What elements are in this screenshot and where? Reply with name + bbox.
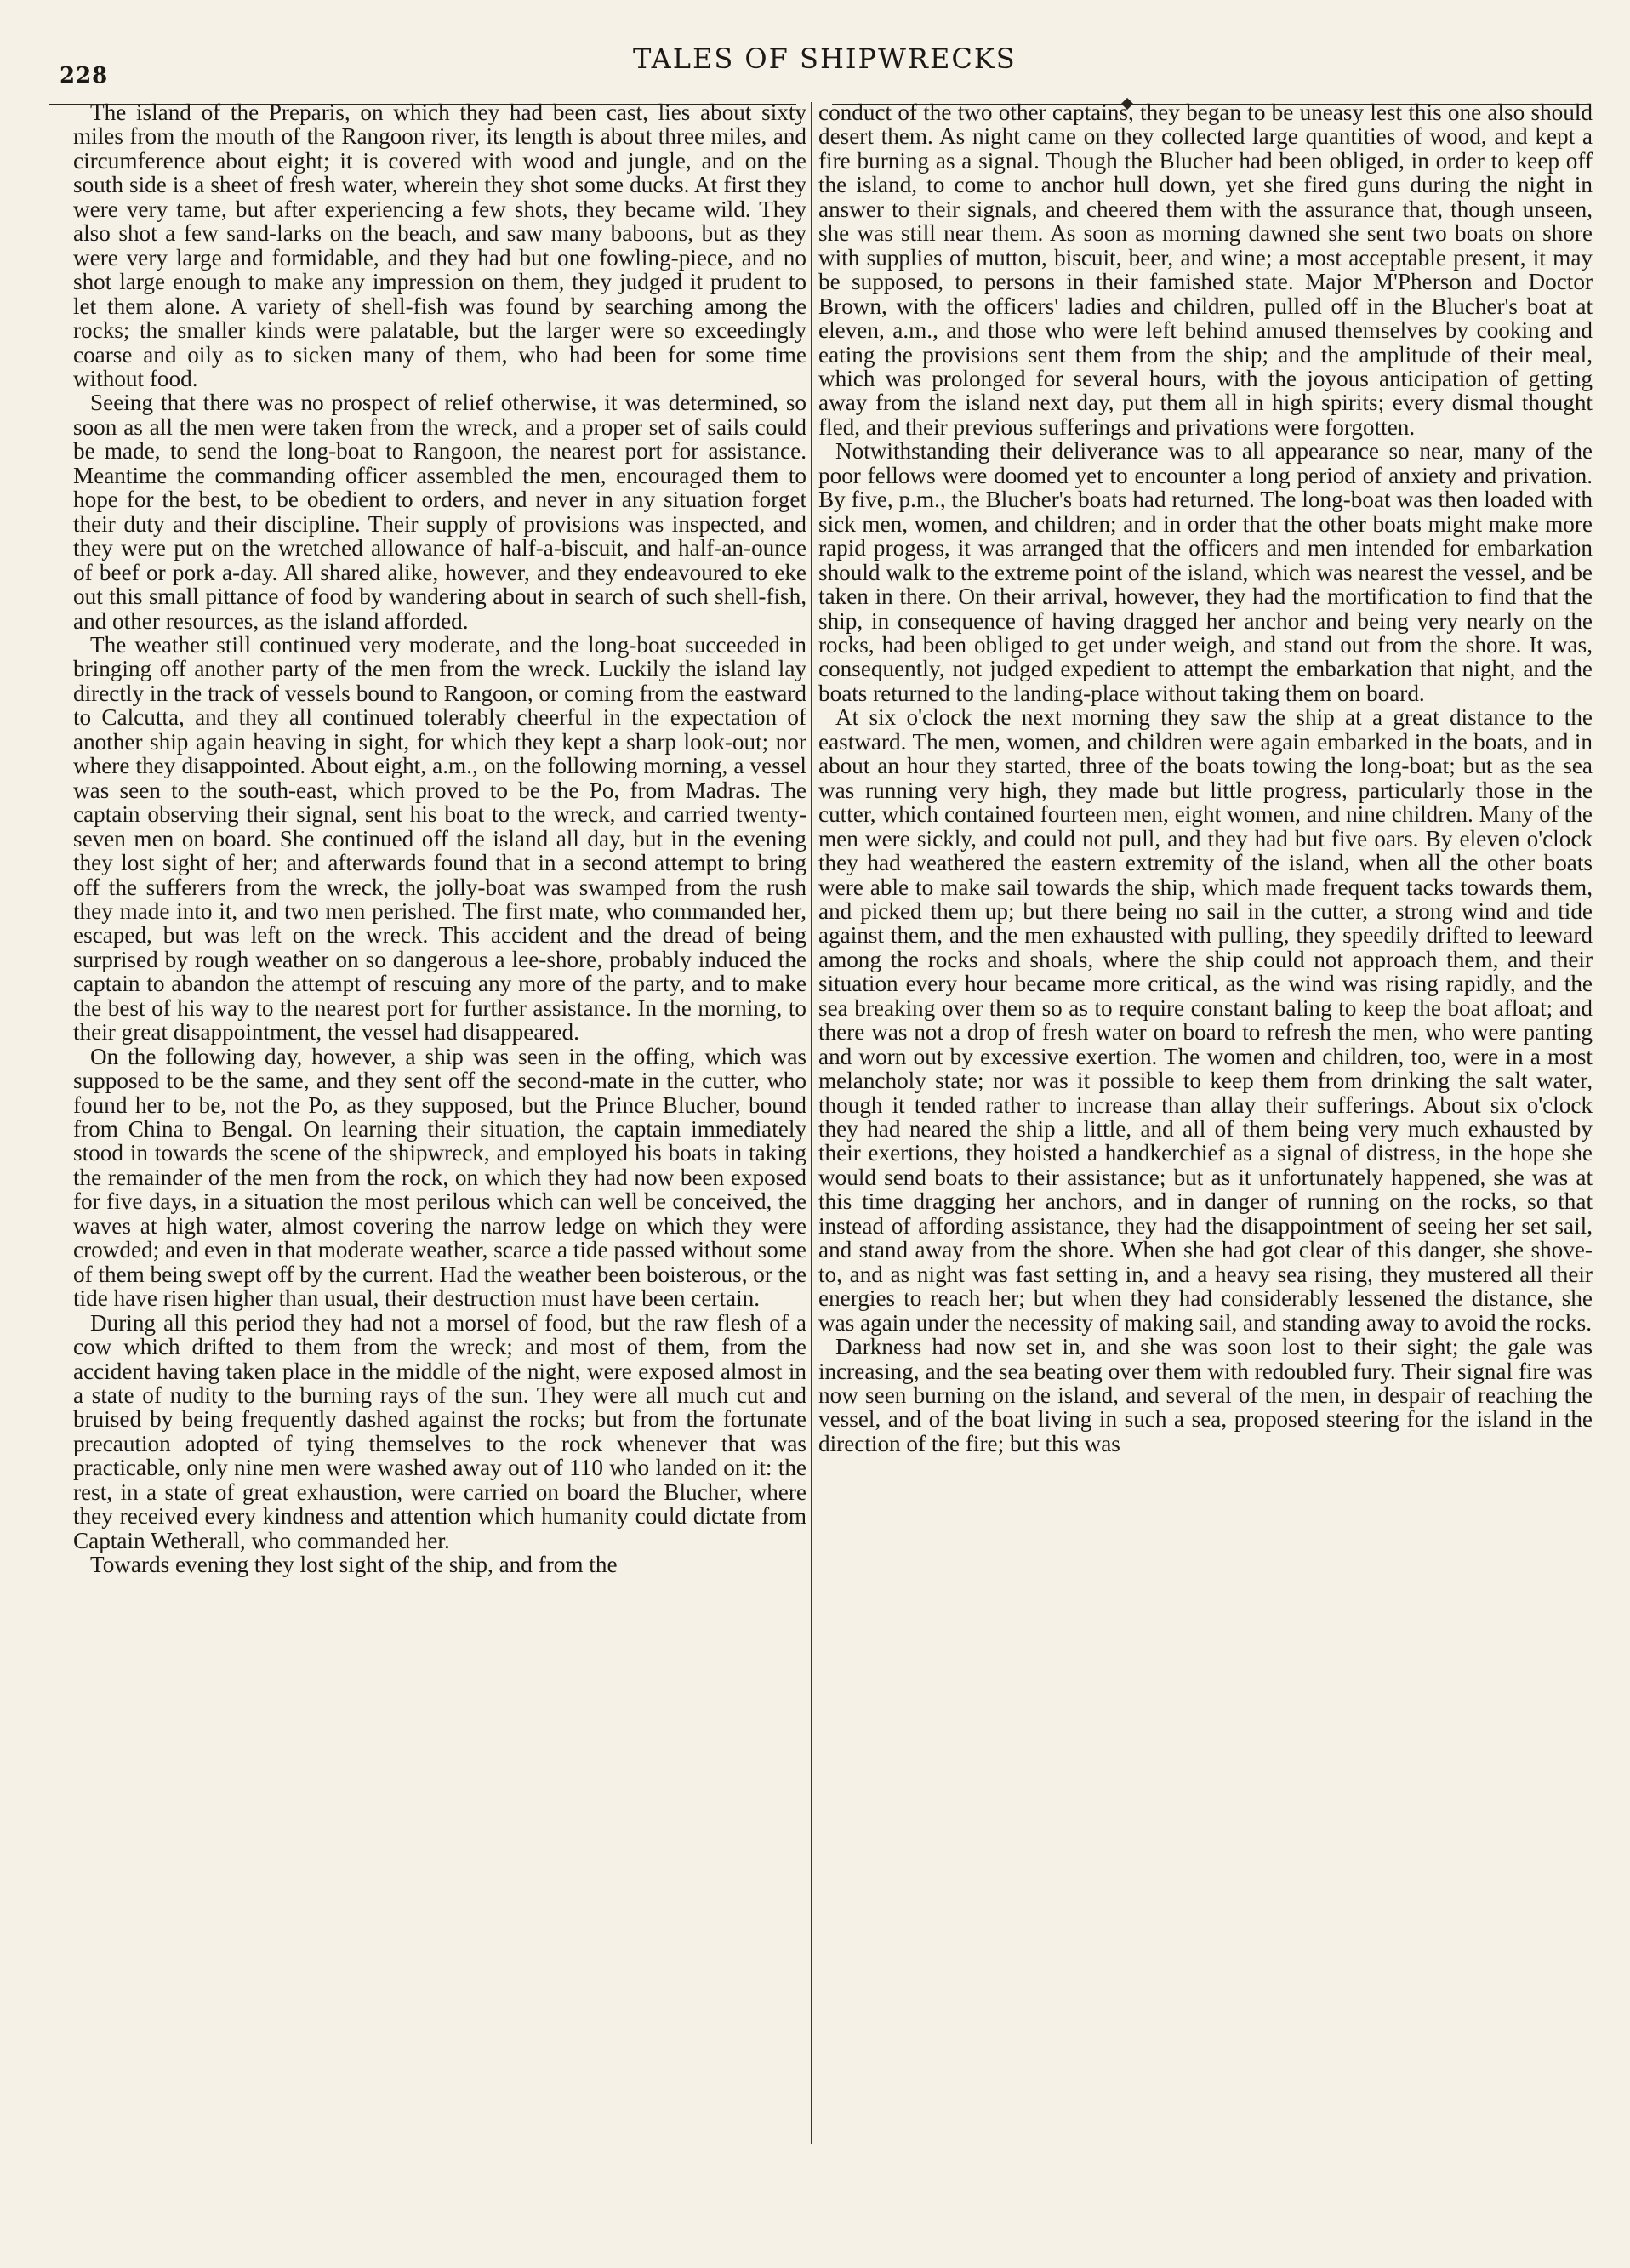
paragraph: At six o'clock the next morning they saw the ship at a great distance to the eastward. The men, women, and children were again embarked in the boats, and in about an hour they started, three of the boats towing the long-boat; but as the sea was running very high, they made but little progress, particularly those in the cutter, which contained fourteen men, eight women, and nine children. Many of the men were sickly, and could not pull, and they had but five oars. By eleven o'clock they had weathered the eastern extremity of the island, when all the other boats were able to make sail towards the ship, which made frequent tacks towards them, and picked them up; but there being no sail in the cutter, a strong wind and tide against them, and the men exhausted with pulling, they speedily drifted to leeward among the rocks and shoals, where the ship could not approach them, and their situation every hour became more critical, as the wind was rising rapidly, and the sea breaking over them so as to require constant baling to keep the boat afloat; and there was not a drop of fresh water on board to refresh the men, who were panting and worn out by excessive exertion. The women and children, too, were in a most melancholy state; nor was it possible to keep them from drinking the salt water, though it tended rather to increase than allay their sufferings. About six o'clock they had neared the ship a little, and all of them being very much exhausted by their exertions, they hoisted a handkerchief as a signal of distress, in the hope she would send boats to their assistance; but as it unfortunately happened, she was at this time dragging her anchors, and in danger of running on the rocks, so that instead of affording assistance, they had the disappointment of seeing her set sail, and stand away from the shore. When she had got clear of this danger, she shove-to, and as night was fast setting in, and a heavy sea rising, they mustered all their energies to reach her; but when they had considerably lessened the distance, she was again under the necessity of making sail, and standing away to avoid the rocks. [818, 704, 1593, 1336]
paragraph: Notwithstanding their deliverance was to all appearance so near, many of the poor fellows were doomed yet to encounter a long period of anxiety and privation. By five, p.m., the Blucher's boats had returned. The long-boat was then loaded with sick men, women, and children; and in order that the other boats might make more rapid progess, it was arranged that the officers and men intended for embarkation should walk to the extreme point of the island, which was nearest the vessel, and be taken in there. On their arrival, however, they had the mortification to find that the ship, in consequence of having dragged her anchor and being very nearly on the rocks, had been obliged to get under weigh, and stand out from the shore. It was, consequently, not judged expedient to attempt the embarkation that night, and the boats returned to the landing-place without taking them on board. [818, 438, 1593, 706]
paragraph: Darkness had now set in, and she was soon lost to their sight; the gale was increasing, and the sea beating over them with redoubled fury. Their signal fire was now seen burning on the island, and several of the men, in despair of reaching the vessel, and of the boat living in such a sea, proposed steering for the island in the direction of the fire; but this was [818, 1334, 1593, 1456]
paragraph: Seeing that there was no prospect of relief otherwise, it was determined, so soon as all the men were taken from the wreck, and a proper set of sails could be made, to send the long-boat to Rangoon, the nearest port for assistance. Meantime the commanding officer assembled the men, encouraged them to hope for the best, to be obedient to orders, and never in any situation forget their duty and their discipline. Their supply of provisions was inspected, and they were put on the wretched allowance of half-a-biscuit, and half-an-ounce of beef or pork a-day. All shared alike, however, and they endeavoured to eke out this small pittance of food by wandering about in search of such shell-fish, and other resources, as the island afforded. [73, 390, 806, 634]
paragraph: Towards evening they lost sight of the ship, and from the [90, 1552, 618, 1578]
paragraph: On the following day, however, a ship was seen in the offing, which was supposed to be the same, and they sent off the second-mate in the cutter, who found her to be, not the Po, as they supposed, but the Prince Blucher, bound from China to Bengal. On learning their situation, the captain immediately stood in towards the scene of the shipwreck, and employed his boats in taking the remainder of the men from the rock, on which they had now been exposed for five days, in a situation the most perilous which can well be conceived, the waves at high water, almost covering the narrow ledge on which they were crowded; and even in that moderate weather, scarce a tide passed without some of them being swept off by the current. Had the weather been boisterous, or the tide have risen higher than usual, their destruction must have been certain. [73, 1043, 806, 1312]
paragraph: The weather still continued very moderate, and the long-boat succeeded in bringing off another party of the men from the wreck. Luckily the island lay directly in the track of vessels bound to Rangoon, or coming from the eastward to Calcutta, and they all continued tolerably cheerful in the expectation of another ship again heaving in sight, for which they kept a sharp look-out; nor where they disappointed. About eight, a.m., on the following morning, a vessel was seen to the south-east, which proved to be the Po, from Madras. The captain observing their signal, sent his boat to the wreck, and carried twenty-seven men on board. She continued off the island all day, but in the evening they lost sight of her; and afterwards found that in a second attempt to bring off the sufferers from the wreck, the jolly-boat was swamped from the rush they made into it, and two men perished. The first mate, who commanded her, escaped, but was left on the wreck. This accident and the dread of being surprised by rough weather on so dangerous a lee-shore, probably induced the captain to abandon the attempt of rescuing any more of the party, and to make the best of his way to the nearest port for further assistance. In the morning, to their great disappointment, the vessel had disappeared. [73, 631, 806, 1046]
page-header [37, 39, 1599, 88]
paragraph: The island of the Preparis, on which they had been cast, lies about sixty miles from the mouth of the Rangoon river, its length is about three miles, and circumference about eight; it is covered with wood and jungle, and on the south side is a sheet of fresh water, wherein they shot some ducks. At first they were very tame, but after experiencing a few shots, they became wild. They also shot a few sand-larks on the beach, and saw many baboons, but as they were very large and formidable, and they had but one fowling-piece, and no shot large enough to make any impression on them, they judged it prudent to let them alone. A variety of shell-fish was found by searching among the rocks; the smaller kinds were palatable, but the larger were so exceedingly coarse and oily as to sicken many of them, who had been for some time without food. [73, 100, 806, 391]
column-divider [811, 102, 812, 2144]
paragraph: During all this period they had not a morsel of food, but the raw flesh of a cow which drifted to them from the wreck; and most of them, from the accident having taken place in the middle of the night, were exposed almost in a state of nudity to the burning rays of the sun. They were all much cut and bruised by being frequently dashed against the rocks; but from the fortunate precaution adopted of tying themselves to the rock whenever that was practicable, only nine men were washed away out of 110 who landed on it: the rest, in a state of great exhaustion, were carried on board the Blucher, where they received every kindness and attention which humanity could dictate from Captain Wetherall, who commanded her. [73, 1309, 806, 1553]
page-number: 228 [60, 63, 109, 88]
left-column [73, 100, 806, 1577]
running-title: TALES OF SHIPWRECKS [633, 43, 1017, 75]
right-column [818, 100, 1593, 1456]
paragraph: conduct of the two other captains, they began to be uneasy lest this one also should desert them. As night came on they collected large quantities of wood, and kept a fire burning as a signal. Though the Blucher had been obliged, in order to keep off the island, to come to anchor hull down, yet she fired guns during the night in answer to their signals, and cheered them with the assurance that, though unseen, she was still near them. As soon as morning dawned she sent two boats on shore with supplies of mutton, biscuit, beer, and wine; a most acceptable present, it may be supposed, to persons in their famished state. Major M'Pherson and Doctor Brown, with the officers' ladies and children, pulled off in the Blucher's boat at eleven, a.m., and those who were left behind amused themselves by cooking and eating the provisions sent them from the ship; and the amplitude of their meal, which was prolonged for several hours, with the joyous anticipation of getting away from the island next day, put them all in high spirits; every dismal thought fled, and their previous sufferings and privations were forgotten. [818, 100, 1593, 440]
